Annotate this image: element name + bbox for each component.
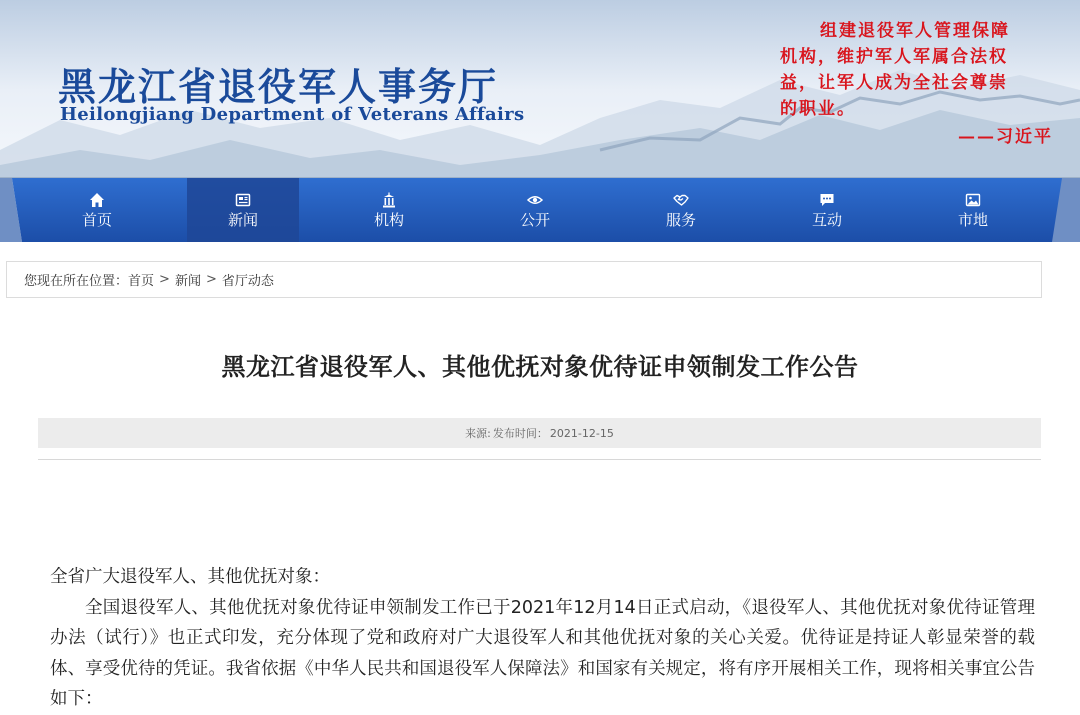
nav-label-service: 服务 — [665, 210, 696, 229]
eye-icon — [527, 192, 543, 208]
breadcrumb-current-page[interactable]: 省厅动态 — [221, 274, 274, 289]
breadcrumb-separator: > — [205, 272, 217, 287]
site-header — [0, 0, 1080, 180]
building-icon — [381, 192, 397, 208]
newspaper-icon — [235, 192, 251, 208]
article-salutation: 全省广大退役军人、其他优抚对象： — [50, 567, 330, 587]
site-title-chinese: 黑龙江省退役军人事务厅 — [58, 64, 499, 109]
article-body — [50, 562, 1035, 715]
article-meta — [38, 418, 1041, 448]
publish-date: 2021-12-15 — [549, 426, 614, 440]
divider — [38, 459, 1041, 460]
main-navigation — [0, 178, 1080, 242]
handshake-icon — [673, 192, 689, 208]
breadcrumb-home-link[interactable]: 首页 — [128, 274, 155, 289]
nav-item-interaction[interactable] — [754, 178, 900, 242]
nav-item-service[interactable] — [608, 178, 754, 242]
quote-line-4: 的职业。 — [780, 99, 856, 119]
date-label: 发布时间： — [492, 427, 548, 440]
nav-label-cities: 市地 — [957, 210, 988, 229]
leader-quote — [780, 18, 1065, 150]
quote-line-1: 组建退役军人管理保障 — [820, 21, 1010, 41]
article-title: 黑龙江省退役军人、其他优抚对象优待证申领制发工作公告 — [221, 353, 859, 381]
source-label: 来源: — [465, 427, 491, 440]
image-icon — [965, 192, 981, 208]
nav-item-cities[interactable] — [900, 178, 1046, 242]
nav-label-interaction: 互动 — [811, 210, 842, 229]
nav-label-institution: 机构 — [373, 210, 404, 229]
site-title-english: Heilongjiang Department of Veterans Affairs — [60, 104, 525, 125]
nav-item-news[interactable] — [187, 178, 299, 242]
breadcrumb-news-link[interactable]: 新闻 — [174, 274, 201, 289]
breadcrumb-prefix: 您现在所在位置： — [24, 274, 129, 289]
quote-line-2: 机构，维护军人军属合法权 — [780, 47, 1008, 67]
home-icon — [89, 192, 105, 208]
nav-item-institution[interactable] — [316, 178, 462, 242]
article-paragraph: 全国退役军人、其他优抚对象优待证申领制发工作已于2021年12月14日正式启动，《退役军人、其他优抚对象优待证管理办法（试行）》也正式印发，充分体现了党和政府对广大退役军人和其他优抚对象的关心关爱。优待证是持证人彰显荣誉的载体、享受优待的凭证。我省依据《中华人民共和国退役军人保障法》和国家有关规定，将有序开展相关工作，现将相关事宜公告如下： — [50, 597, 1035, 709]
nav-item-home[interactable] — [24, 178, 170, 242]
nav-label-public: 公开 — [519, 210, 550, 229]
nav-label-home: 首页 — [81, 210, 112, 229]
quote-line-3: 益，让军人成为全社会尊崇 — [780, 73, 1008, 93]
nav-label-news: 新闻 — [227, 210, 258, 229]
chat-icon — [819, 192, 835, 208]
quote-author: ——习近平 — [958, 127, 1053, 147]
breadcrumb-separator: > — [159, 272, 170, 287]
nav-item-public[interactable] — [462, 178, 608, 242]
breadcrumb — [6, 261, 1042, 298]
